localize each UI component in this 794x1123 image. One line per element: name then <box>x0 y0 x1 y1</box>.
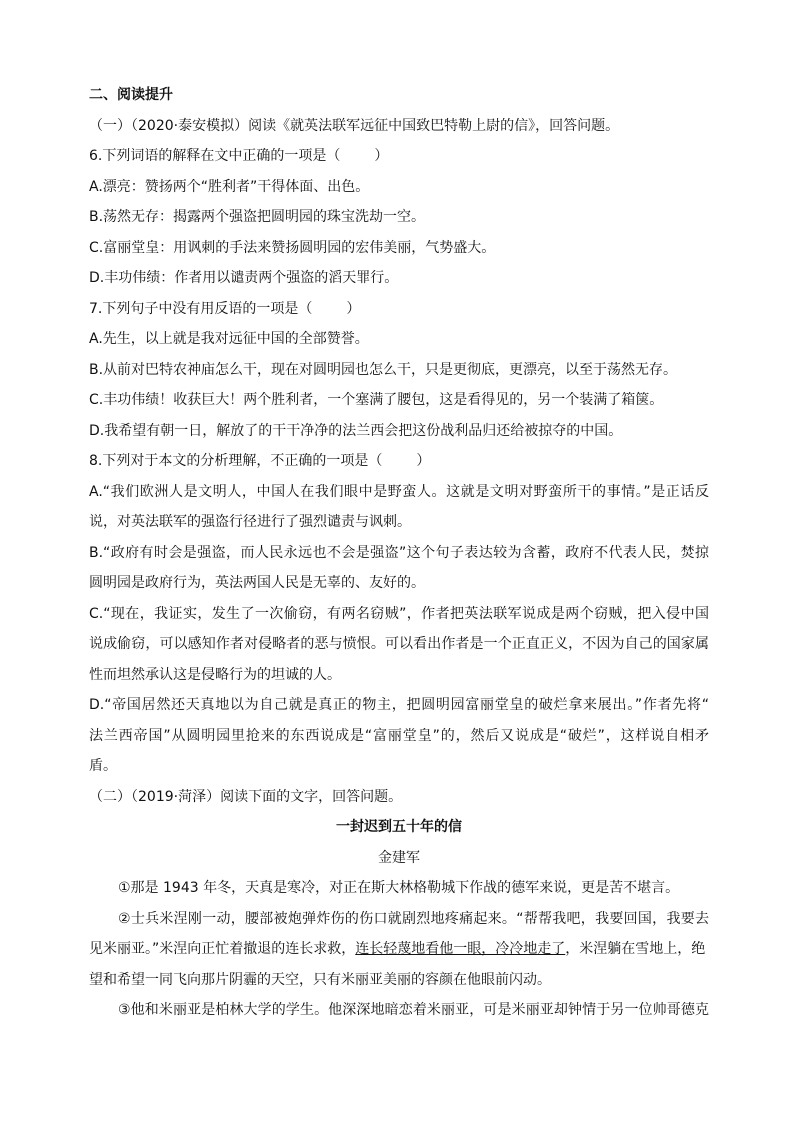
question-8-stem-close: ） <box>416 453 431 469</box>
document-body <box>89 80 709 1026</box>
question-6-option-c: C.富丽堂皇：用讽刺的手法来赞扬圆明园的宏伟美丽，气势盛大。 <box>89 239 496 256</box>
question-7-option-c: C.丰功伟绩！收获巨大！两个胜利者，一个塞满了腰包，这是看得见的，另一个装满了箱箧。 <box>89 392 664 408</box>
question-6-option-a: A.漂亮：赞扬两个“胜利者”干得体面、出色。 <box>89 178 370 195</box>
question-8-option-a-line1: A.“我们欧洲人是文明人，中国人在我们眼中是野蛮人。这就是文明对野蛮所干的事情。”是正话反 <box>89 483 709 500</box>
question-8-option-c-line3: 性而坦然承认这是侵略行为的坦诚的人。 <box>89 666 341 683</box>
question-8-option-a-line2: 说，对英法联军的强盗行径进行了强烈谴责与讽刺。 <box>89 514 411 530</box>
question-8-option-b-line2: 圆明园是政府行为，英法两国人民是无辜的、友好的。 <box>89 575 425 591</box>
question-8-option-d-line2: 法兰西帝国”从圆明园里抢来的东西说成是“富丽堂皇”的，然后又说成是“破烂”，这样说自相矛 <box>89 727 709 744</box>
article-title: 一封迟到五十年的信 <box>336 819 462 835</box>
paragraph-2-line2 <box>89 934 709 965</box>
underlined-sentence: 连长轻蔑地看他一眼，冷冷地走了 <box>355 941 566 957</box>
question-7-option-a: A.先生，以上就是我对远征中国的全部赞誉。 <box>89 331 369 347</box>
article-author: 金建军 <box>378 849 420 866</box>
question-8-option-d-line1: D.“帝国居然还天真地以为自己就是真正的物主，把圆明园富丽堂皇的破烂拿来展出。”作者先将“ <box>89 697 709 713</box>
question-6-option-d: D.丰功伟绩：作者用以谴责两个强盗的滔天罪行。 <box>89 270 399 286</box>
section-heading: 二、阅读提升 <box>89 87 173 103</box>
question-6-option-b: B.荡然无存：揭露两个强盗把圆明园的珠宝洗劫一空。 <box>89 209 426 225</box>
question-7-option-d: D.我希望有朝一日，解放了的干干净净的法兰西会把这份战利品归还给被掠夺的中国。 <box>89 422 623 439</box>
question-7-stem-close: ） <box>346 300 361 317</box>
question-8-stem-text: 8.下列对于本文的分析理解，不正确的一项是（ <box>89 453 383 469</box>
question-6-stem-close: ） <box>374 148 389 164</box>
part2-intro: （二）（2019·菏泽）阅读下面的文字，回答问题。 <box>89 788 403 805</box>
question-7-stem <box>89 294 709 325</box>
question-8-stem <box>89 446 709 477</box>
paragraph-1: ①那是 1943 年冬，天真是寒冷，对正在斯大林格勒城下作战的德军来说，更是苦不堪言。 <box>118 880 680 896</box>
question-8-option-c-line2: 说成偷窃，可以感知作者对侵略者的恶与愤恨。可以看出作者是一个正直正义，不因为自己的国家属 <box>89 636 709 652</box>
paragraph-2-line1: ②士兵米涅刚一动，腰部被炮弹炸伤的伤口就剧烈地疼痛起来。“帮帮我吧，我要回国，我要去 <box>118 910 709 927</box>
question-6-stem-text: 6.下列词语的解释在文中正确的一项是（ <box>89 148 341 164</box>
paragraph-3-line1: ③他和米丽亚是柏林大学的学生。他深深地暗恋着米丽亚，可是米丽亚却钟情于另一位帅哥德克 <box>118 1002 709 1018</box>
paragraph-2-text-b: ，米涅躺在雪地上，绝 <box>565 941 706 957</box>
paragraph-2-text-a: 见米丽亚。”米涅向正忙着撤退的连长求救， <box>89 941 356 957</box>
question-8-option-c-line1: C.“现在，我证实，发生了一次偷窃，有两名窃贼”，作者把英法联军说成是两个窃贼，把入侵中国 <box>89 605 709 622</box>
part1-intro: （一）（2020·泰安模拟）阅读《就英法联军远征中国致巴特勒上尉的信》，回答问题。 <box>89 117 620 134</box>
question-8-option-b-line1: B.“政府有时会是强盗，而人民永远也不会是强盗”这个句子表达较为含蓄，政府不代表人民，焚掠 <box>89 544 709 561</box>
question-7-option-b: B.从前对巴特农神庙怎么干，现在对圆明园也怎么干，只是更彻底，更漂亮，以至于荡然无存。 <box>89 361 678 378</box>
question-8-option-d-line3: 盾。 <box>89 758 117 774</box>
question-6-stem <box>89 141 709 172</box>
question-7-stem-text: 7.下列句子中没有用反语的一项是（ <box>89 300 313 317</box>
paragraph-2-line3: 望和希望一同飞向那片阴霾的天空，只有米丽亚美丽的容颜在他眼前闪动。 <box>89 971 551 988</box>
